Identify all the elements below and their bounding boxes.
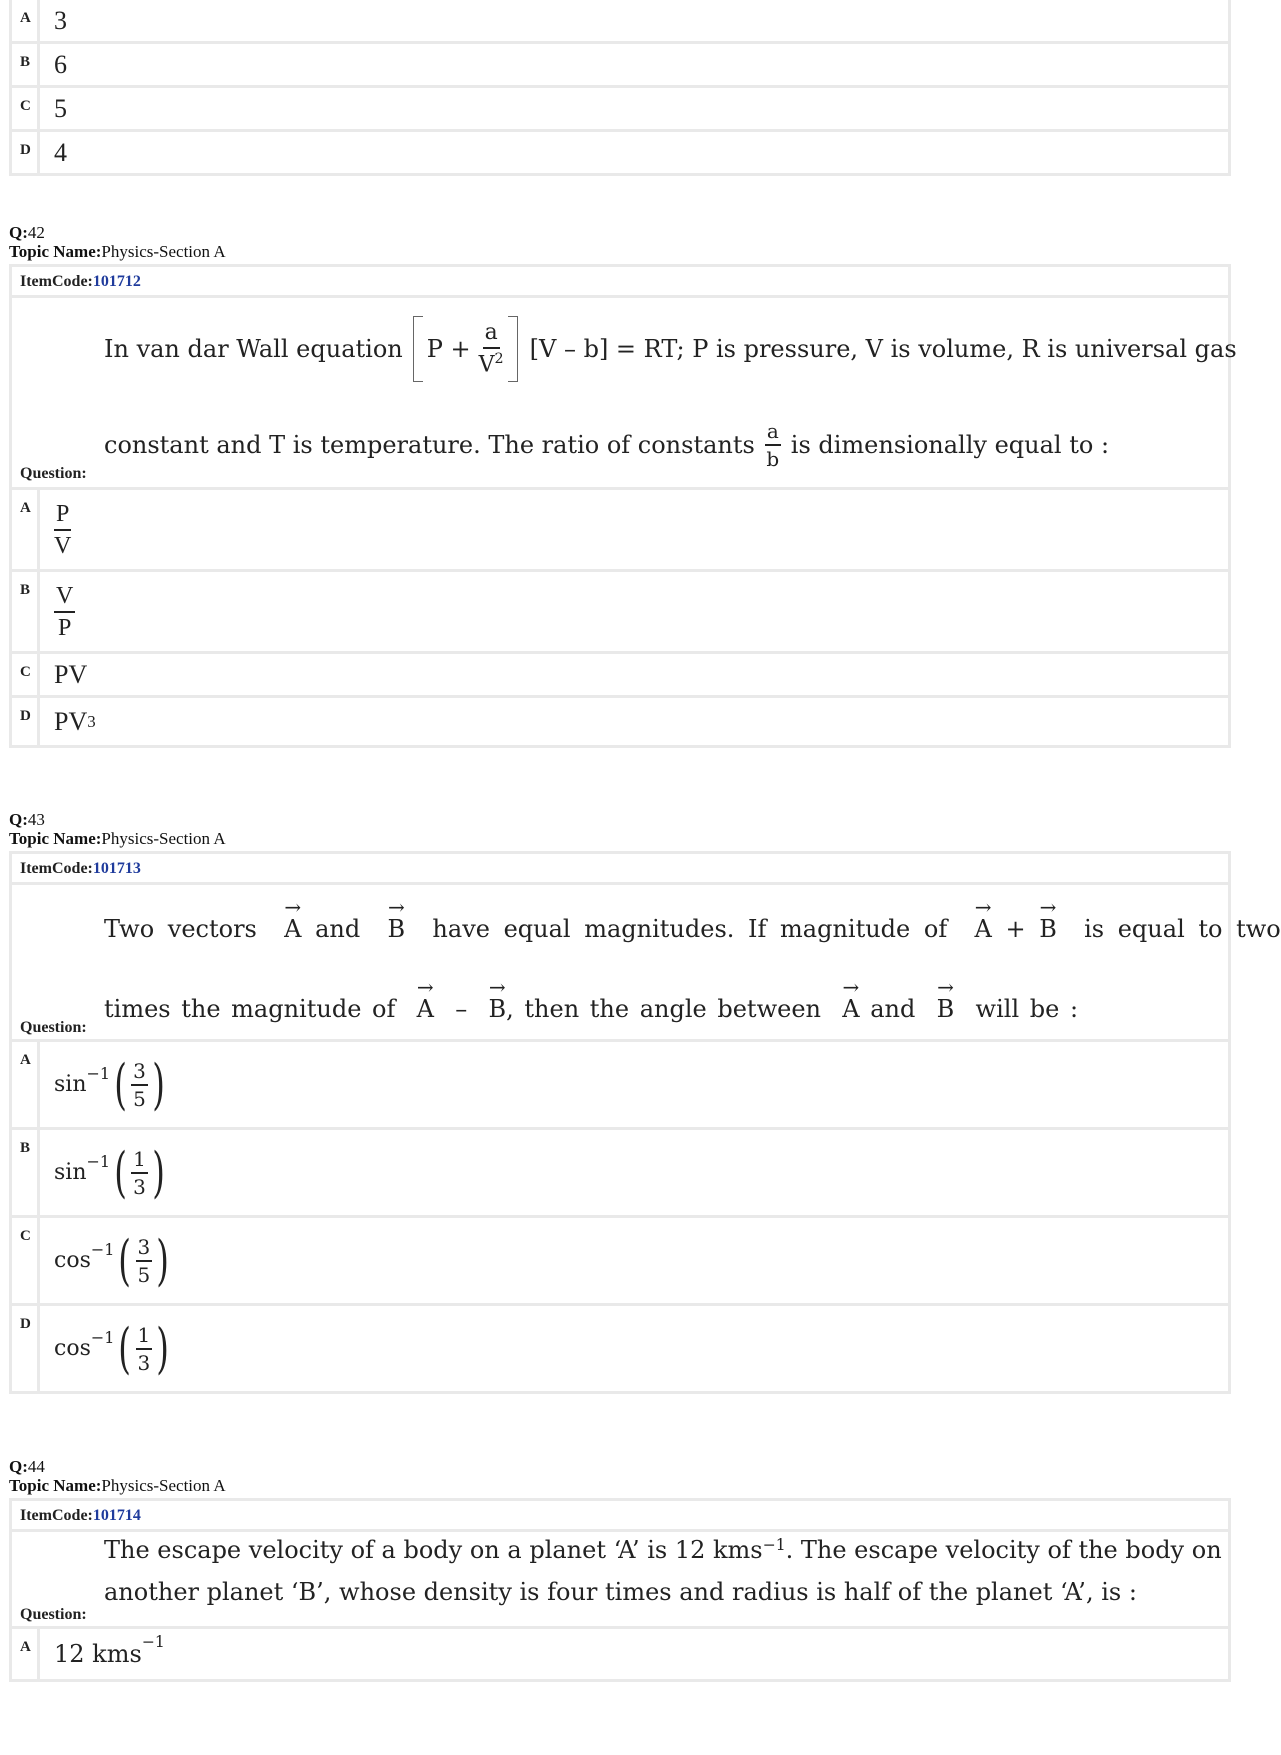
item-code: ItemCode:101712 [12, 267, 1228, 295]
option-value: 5 [40, 88, 1228, 129]
q41-option-a[interactable] [12, 0, 1228, 41]
question-number: Q:42 [9, 223, 45, 242]
topic-name: Topic Name:Physics-Section A [9, 242, 226, 261]
q41-option-d[interactable] [12, 132, 1228, 173]
item-code: ItemCode:101713 [12, 854, 1228, 882]
q44-block [9, 1457, 1231, 1682]
question-text: Two vectors → A and → B have equal magnitudes. If magnitude of → A + → B is equal to two times the magnitude of → A – → B , then the angle between → A and → B will be : Question: [12, 885, 1228, 1039]
question-number: Q:43 [9, 810, 45, 829]
q41-option-c[interactable] [12, 88, 1228, 129]
item-code: ItemCode:101714 [12, 1501, 1228, 1529]
topic-name: Topic Name:Physics-Section A [9, 1476, 226, 1495]
option-letter: D [12, 132, 40, 173]
q44-option-a[interactable]: A 12 kms $^{-1}$ [12, 1629, 1228, 1679]
q42-option-c[interactable]: C PV [12, 654, 1228, 695]
q43-option-a[interactable]: A sin $^{-1}$ ( $\frac{3}{5}$ ) [12, 1042, 1228, 1127]
q43-option-d[interactable]: D cos $^{-1}$ ( $\frac{1}{3}$ ) [12, 1306, 1228, 1391]
q41-options [9, 0, 1231, 176]
q43-block [9, 810, 1281, 1394]
q41-option-b[interactable] [12, 44, 1228, 85]
option-value: 4 [40, 132, 1228, 173]
question-text: In van dar Wall equation P + $\frac{a}{V^2}$ [V – b] = RT; P is pressure, V is volume, R is universal gas constant and T is temperature. The ratio of constants $\frac{a}{b}$ is dimensionally equal to : Question: [12, 298, 1228, 487]
option-letter: C [12, 88, 40, 129]
topic-name: Topic Name:Physics-Section A [9, 829, 226, 848]
q42-option-b[interactable]: B $\frac{V}{P}$ [12, 572, 1228, 651]
question-number: Q:44 [9, 1457, 45, 1476]
question-text: The escape velocity of a body on a planet ‘A’ is 12 kms $^{-1}$ . The escape velocity of the body on another planet ‘B’, whose density is four times and radius is half of the planet ‘A’, is : Question: [12, 1532, 1228, 1626]
option-letter: A [12, 0, 40, 41]
option-value: 3 [40, 0, 1228, 41]
q43-option-c[interactable]: C cos $^{-1}$ ( $\frac{3}{5}$ ) [12, 1218, 1228, 1303]
q42-block [9, 223, 1237, 748]
q42-option-a[interactable]: A $\frac{P}{V}$ [12, 490, 1228, 569]
option-value: 6 [40, 44, 1228, 85]
q42-option-d[interactable]: D PV 3 [12, 698, 1228, 745]
q43-option-b[interactable]: B sin $^{-1}$ ( $\frac{1}{3}$ ) [12, 1130, 1228, 1215]
option-letter: B [12, 44, 40, 85]
